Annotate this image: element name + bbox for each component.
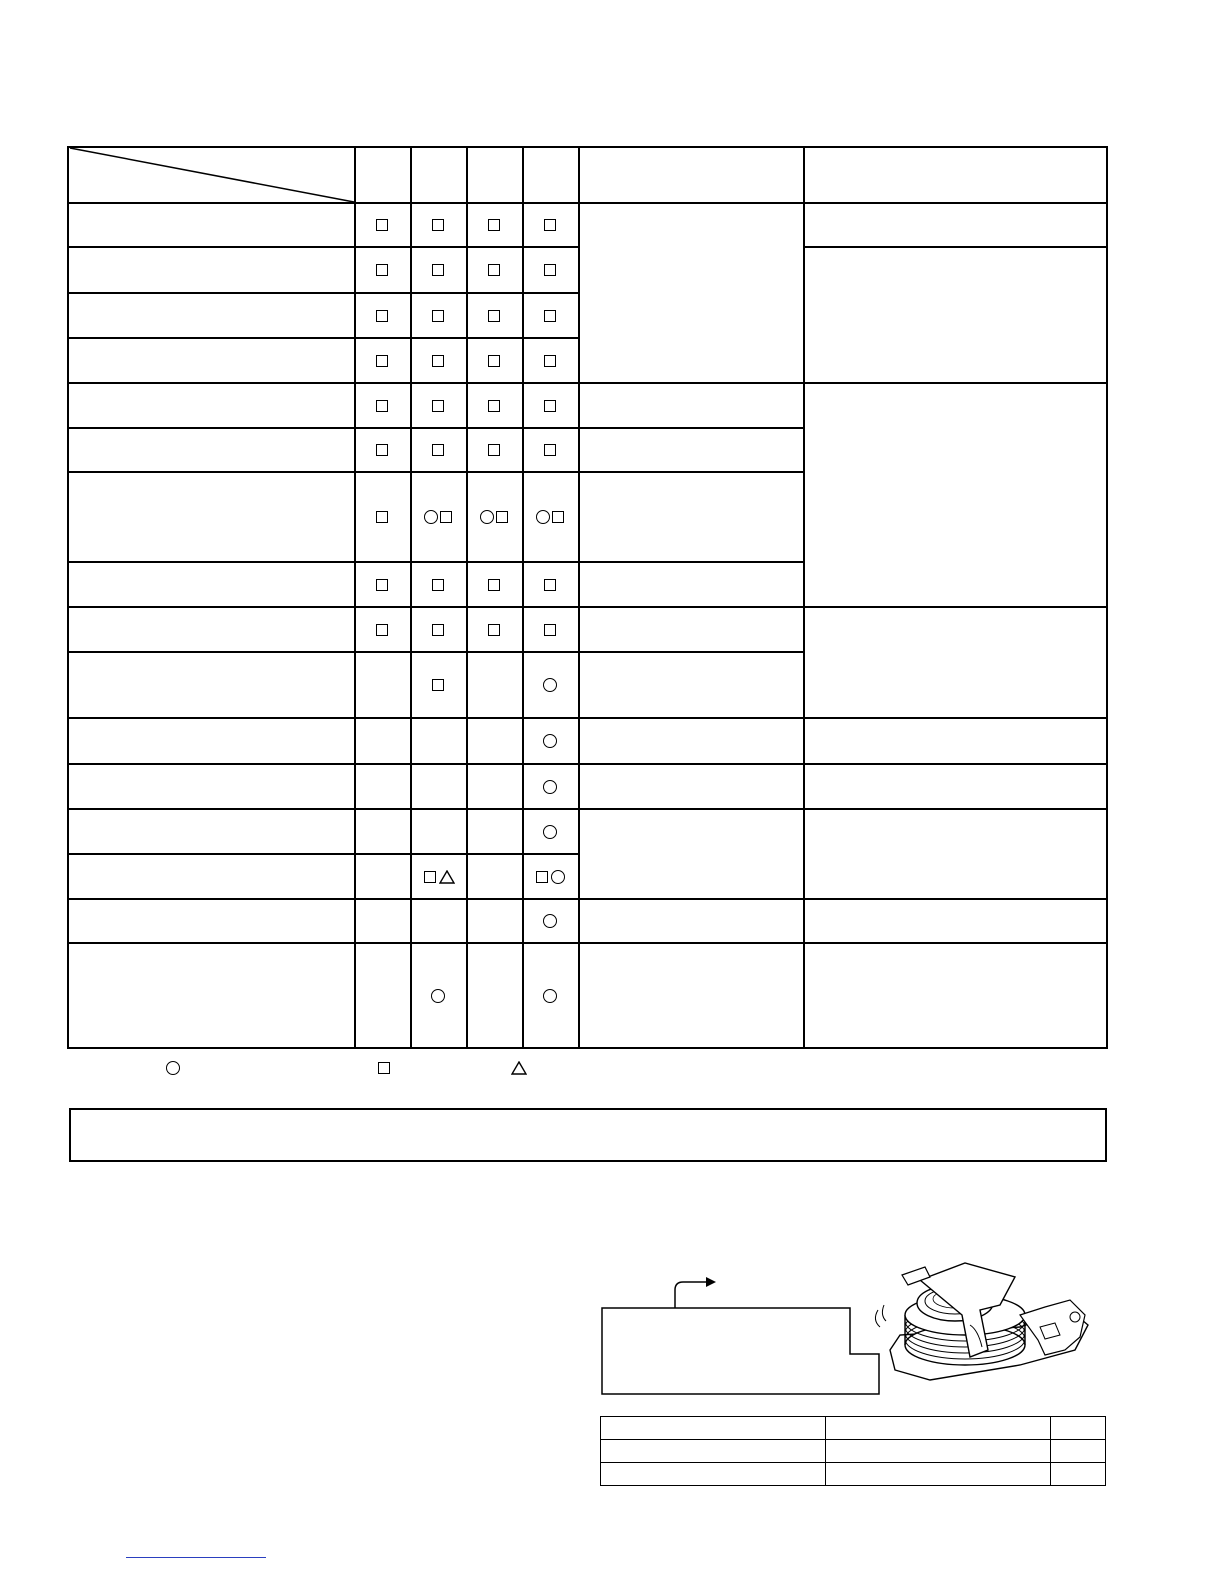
square-symbol bbox=[544, 444, 556, 456]
square-symbol bbox=[432, 624, 444, 636]
table-row bbox=[601, 1417, 1106, 1440]
table-row bbox=[601, 1440, 1106, 1463]
square-symbol bbox=[544, 579, 556, 591]
table-cell bbox=[826, 1417, 1051, 1440]
square-symbol bbox=[432, 444, 444, 456]
square-symbol bbox=[378, 1062, 390, 1074]
square-symbol bbox=[432, 355, 444, 367]
circle-symbol bbox=[424, 510, 438, 524]
square-symbol bbox=[440, 511, 452, 523]
circle-symbol bbox=[480, 510, 494, 524]
square-symbol bbox=[488, 264, 500, 276]
square-symbol bbox=[432, 400, 444, 412]
circle-symbol bbox=[543, 780, 557, 794]
table-cell bbox=[601, 1440, 826, 1463]
square-symbol bbox=[432, 579, 444, 591]
square-symbol bbox=[488, 624, 500, 636]
square-symbol bbox=[544, 400, 556, 412]
circle-symbol bbox=[543, 734, 557, 748]
table-cell bbox=[826, 1463, 1051, 1486]
square-symbol bbox=[432, 219, 444, 231]
square-symbol bbox=[544, 264, 556, 276]
square-symbol bbox=[424, 871, 436, 883]
square-symbol bbox=[488, 579, 500, 591]
footer-link[interactable] bbox=[126, 1557, 266, 1558]
square-symbol bbox=[376, 400, 388, 412]
square-symbol bbox=[376, 355, 388, 367]
table-cell bbox=[1051, 1417, 1106, 1440]
circle-symbol bbox=[543, 914, 557, 928]
circle-symbol bbox=[543, 678, 557, 692]
square-symbol bbox=[544, 219, 556, 231]
square-symbol bbox=[536, 871, 548, 883]
square-symbol bbox=[376, 264, 388, 276]
circle-symbol bbox=[431, 989, 445, 1003]
square-symbol bbox=[488, 444, 500, 456]
square-symbol bbox=[376, 579, 388, 591]
table-cell bbox=[601, 1463, 826, 1486]
parts-table bbox=[600, 1416, 1106, 1486]
square-symbol bbox=[488, 400, 500, 412]
square-symbol bbox=[544, 355, 556, 367]
circle-symbol bbox=[543, 989, 557, 1003]
square-symbol bbox=[488, 219, 500, 231]
circle-symbol bbox=[166, 1061, 180, 1075]
square-symbol bbox=[488, 355, 500, 367]
square-symbol bbox=[552, 511, 564, 523]
square-symbol bbox=[432, 679, 444, 691]
square-symbol bbox=[544, 310, 556, 322]
square-symbol bbox=[544, 624, 556, 636]
square-symbol bbox=[496, 511, 508, 523]
table-cell bbox=[1051, 1463, 1106, 1486]
circle-symbol bbox=[536, 510, 550, 524]
arrow-icon bbox=[675, 1277, 716, 1308]
notice-box bbox=[69, 1108, 1107, 1162]
square-symbol bbox=[432, 310, 444, 322]
square-symbol bbox=[432, 264, 444, 276]
table-cell bbox=[826, 1440, 1051, 1463]
square-symbol bbox=[488, 310, 500, 322]
triangle-symbol bbox=[511, 1061, 527, 1075]
square-symbol bbox=[376, 624, 388, 636]
square-symbol bbox=[376, 219, 388, 231]
triangle-symbol bbox=[439, 870, 455, 884]
table-cell bbox=[1051, 1440, 1106, 1463]
table-row bbox=[601, 1463, 1106, 1486]
square-symbol bbox=[376, 310, 388, 322]
table-cell bbox=[601, 1417, 826, 1440]
circle-symbol bbox=[551, 870, 565, 884]
square-symbol bbox=[376, 511, 388, 523]
header-diagonal bbox=[68, 146, 356, 204]
pickup-mechanism-illustration bbox=[870, 1255, 1095, 1385]
square-symbol bbox=[376, 444, 388, 456]
circle-symbol bbox=[543, 825, 557, 839]
